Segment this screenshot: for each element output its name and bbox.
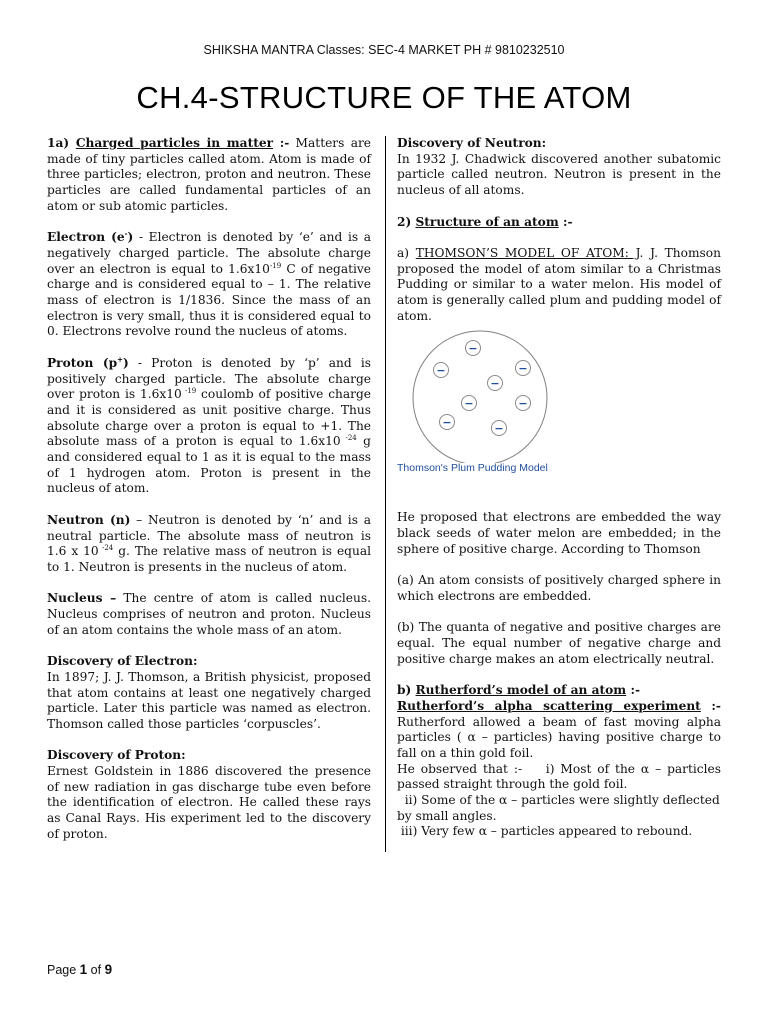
charged-number: 1a) bbox=[47, 136, 76, 150]
electron-6 bbox=[516, 396, 531, 411]
point-a-paragraph: (a) An atom consists of positively charged sphere in which electrons are embedded. bbox=[397, 573, 721, 603]
electrons bbox=[434, 341, 531, 436]
rutherford-heading bbox=[397, 683, 721, 699]
page-total: 9 bbox=[104, 962, 113, 977]
page-header: SHIKSHA MANTRA Classes: SEC-4 MARKET PH # 9810232510 bbox=[203, 43, 565, 57]
structure-sep: :- bbox=[558, 214, 573, 229]
thomson-prefix: a) bbox=[397, 245, 416, 260]
proton-paragraph bbox=[47, 356, 371, 497]
electron-exponent: -19 bbox=[269, 261, 282, 270]
electron-symbol: − bbox=[468, 342, 478, 356]
electron-text-1: - Electron is denoted by ‘e’ and is a negatively charged particle. The absolute charge over an electron is equal to 1.6x10 bbox=[47, 230, 371, 276]
rutherford-sep: :- bbox=[626, 683, 641, 698]
plum-pudding-diagram bbox=[397, 328, 721, 463]
electron-term: Electron (e bbox=[47, 230, 125, 245]
thomson-heading: THOMSON’S MODEL OF ATOM: J bbox=[415, 245, 640, 260]
proton-close: ) bbox=[123, 355, 129, 370]
rutherford-text: Rutherford allowed a beam of fast moving alpha particles ( α – particles) having positive charge to fall on a thin gold foil. bbox=[397, 714, 721, 760]
page-of-label: of bbox=[87, 963, 105, 977]
discovery-proton-heading: Discovery of Proton: bbox=[47, 748, 186, 763]
structure-title: Structure of an atom bbox=[415, 214, 559, 229]
neutron-text-2: g. The relative mass of neutron is equal to 1. Neutron is presents in the nucleus of atom. bbox=[47, 544, 371, 574]
electron-symbol: − bbox=[436, 364, 446, 378]
electron-symbol: − bbox=[518, 397, 528, 411]
point-b-paragraph: (b) The quanta of negative and positive charges are equal. The equal number of negative charge and positive charge makes an atom electrically neutral. bbox=[397, 620, 721, 666]
rutherford-title: Rutherford’s model of an atom bbox=[415, 683, 627, 698]
proton-text-2: coulomb of positive charge and it is considered as unit positive charge. Thus absolute charge over a proton is equal to +1. The absolute mass of a proton is equal to 1.6x10 bbox=[47, 387, 371, 449]
electron-text-2: C of negative charge and is considered equal to – 1. The relative mass of electron is 1/1836. Since the mass of an electron is very small, thus it is considered equal to 0. Electrons revolve round the nucleus of atoms. bbox=[47, 261, 372, 339]
nucleus-text: The centre of atom is called nucleus. Nucleus comprises of neutron and proton. Nucleus of an atom contains the whole mass of an atom. bbox=[47, 591, 371, 637]
charged-text: Matters are made of tiny particles called atom. Atom is made of three particles; electron, proton and neutron. These particles are called fundamental particles of an atom or sub atomic particles. bbox=[47, 136, 371, 213]
right-column bbox=[397, 136, 725, 840]
electron-symbol: − bbox=[518, 362, 528, 376]
neutron-text-1: – Neutron is denoted by ‘n’ and is a neutral particle. The absolute mass of neutron is 1.6 x 10 bbox=[47, 512, 371, 559]
structure-heading bbox=[397, 215, 721, 231]
charged-particles-paragraph bbox=[47, 136, 371, 215]
electron-symbol: − bbox=[442, 416, 452, 430]
rutherford-body bbox=[397, 699, 721, 762]
left-column bbox=[47, 136, 371, 858]
electron-2 bbox=[434, 363, 449, 378]
proton-sup: + bbox=[117, 354, 123, 364]
proton-text-3: g and considered equal to 1 as it is equal to the mass of 1 hydrogen atom. Proton is present in the nucleus of atom. bbox=[47, 434, 371, 496]
alpha-experiment-heading: Rutherford’s alpha scattering experiment bbox=[397, 698, 701, 713]
electron-paragraph bbox=[47, 230, 371, 340]
nucleus-term: Nucleus – bbox=[47, 591, 117, 606]
alpha-experiment-sep: :- bbox=[700, 698, 721, 713]
proton-term: Proton (p bbox=[47, 355, 118, 370]
proton-exponent-1: -19 bbox=[181, 387, 197, 396]
column-divider bbox=[385, 136, 386, 852]
discovery-electron-heading: Discovery of Electron: bbox=[47, 654, 198, 669]
electron-1 bbox=[466, 341, 481, 356]
nucleus-paragraph bbox=[47, 591, 371, 638]
page-footer bbox=[47, 962, 112, 977]
neutron-term: Neutron (n) bbox=[47, 512, 131, 527]
proton-exponent-2: -24 bbox=[340, 434, 357, 443]
electron-4 bbox=[488, 376, 503, 391]
observation-ii: ii) Some of the α – particles were slightly deflected by small angles. bbox=[397, 793, 724, 823]
charged-sep: :- bbox=[273, 136, 290, 150]
electron-5 bbox=[462, 396, 477, 411]
rutherford-prefix: b) bbox=[397, 683, 416, 698]
proposed-paragraph: He proposed that electrons are embedded the way black seeds of water melon are embedded; in the sphere of positive charge. According to Thomson bbox=[397, 510, 721, 556]
electron-symbol: − bbox=[494, 422, 504, 436]
page-number: 1 bbox=[79, 962, 88, 977]
thomson-paragraph bbox=[397, 246, 721, 325]
structure-number: 2) bbox=[397, 214, 416, 229]
page-title: CH.4-STRUCTURE OF THE ATOM bbox=[136, 80, 632, 115]
electron-sup: - bbox=[124, 229, 128, 239]
observation-iii: iii) Very few α – particles appeared to rebound. bbox=[397, 824, 693, 839]
figure-caption: Thomson's Plum Pudding Model bbox=[397, 462, 548, 475]
proton-text-1: - Proton is denoted by ‘p’ and is positively charged particle. The absolute charge over proton is 1.6x10 bbox=[47, 355, 371, 402]
electron-symbol: − bbox=[490, 377, 500, 391]
electron-3 bbox=[516, 361, 531, 376]
charged-heading: Charged particles in matter bbox=[75, 136, 274, 150]
discovery-proton-text: Ernest Goldstein in 1886 discovered the presence of new radiation in gas discharge tube even before the identification of electron. He called these rays as Canal Rays. His experiment led to the discovery of proton. bbox=[47, 764, 371, 841]
electron-8 bbox=[492, 421, 507, 436]
neutron-paragraph bbox=[47, 513, 371, 576]
electron-symbol: − bbox=[464, 397, 474, 411]
electron-7 bbox=[440, 415, 455, 430]
thomson-text: . J. Thomson proposed the model of atom similar to a Christmas Pudding or similar to a water melon. His model of atom is generally called plum and pudding model of atom. bbox=[397, 245, 721, 323]
neutron-exponent: -24 bbox=[98, 544, 114, 553]
observed-paragraph: He observed that :- i) Most of the α – particles passed straight through the gold foil. bbox=[397, 761, 725, 792]
page-label: Page bbox=[47, 963, 80, 977]
discovery-neutron-text: In 1932 J. Chadwick discovered another subatomic particle called neutron. Neutron is present in the nucleus of all atoms. bbox=[397, 151, 721, 198]
electron-close: ) bbox=[127, 230, 134, 245]
discovery-electron-text: In 1897; J. J. Thomson, a British physicist, proposed that atom contains at least one negatively charged particle. Later this particle was named as electron. Thomson called those particles ‘corpuscles’. bbox=[47, 669, 371, 731]
plum-pudding-figure bbox=[397, 328, 721, 488]
discovery-neutron-heading: Discovery of Neutron: bbox=[397, 136, 547, 150]
